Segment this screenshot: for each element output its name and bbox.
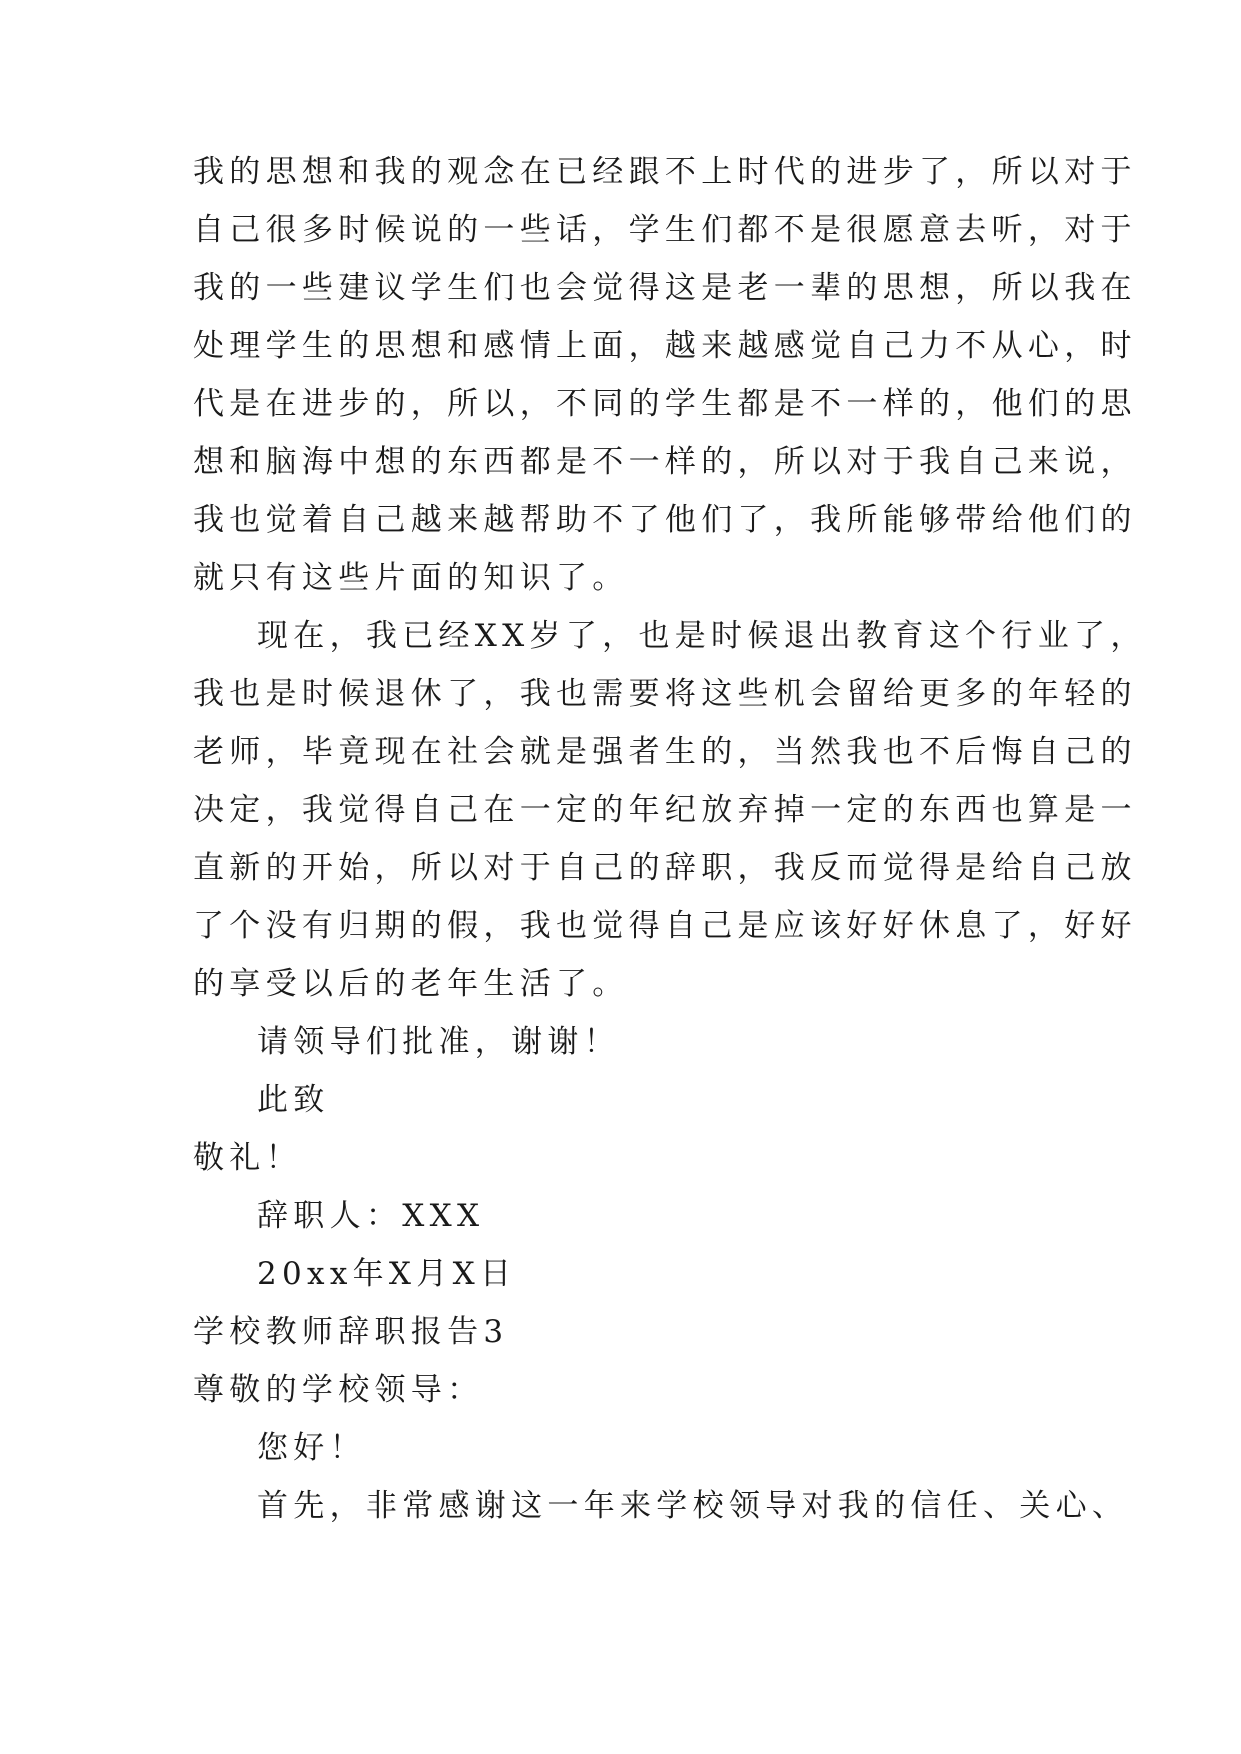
letter-addressee: 尊敬的学校领导： bbox=[193, 1372, 484, 1408]
body-text-line: 我也觉着自己越来越帮助不了他们了，我所能够带给他们的 bbox=[193, 502, 1137, 538]
closing-salutation: 此致 bbox=[257, 1082, 330, 1118]
body-text-line: 直新的开始，所以对于自己的辞职，我反而觉得是给自己放 bbox=[193, 850, 1137, 886]
body-text-line: 决定，我觉得自己在一定的年纪放弃掉一定的东西也算是一 bbox=[193, 792, 1137, 828]
body-text-line: 代是在进步的，所以，不同的学生都是不一样的，他们的思 bbox=[193, 386, 1137, 422]
body-text-line: 我的思想和我的观念在已经跟不上时代的进步了，所以对于 bbox=[193, 154, 1137, 190]
body-text-line: 自己很多时候说的一些话，学生们都不是很愿意去听，对于 bbox=[193, 212, 1137, 248]
body-text-line: 的享受以后的老年生活了。 bbox=[193, 966, 629, 1002]
body-text-line: 我也是时候退休了，我也需要将这些机会留给更多的年轻的 bbox=[193, 676, 1137, 712]
paragraph-first-line: 首先，非常感谢这一年来学校领导对我的信任、关心、 bbox=[257, 1488, 1129, 1524]
paragraph-first-line: 现在，我已经XX岁了，也是时候退出教育这个行业了， bbox=[257, 618, 1147, 654]
closing-regards: 敬礼！ bbox=[193, 1140, 302, 1176]
body-text-line: 就只有这些片面的知识了。 bbox=[193, 560, 629, 596]
letter-greeting: 您好！ bbox=[257, 1430, 366, 1466]
body-text-line: 老师，毕竟现在社会就是强者生的，当然我也不后悔自己的 bbox=[193, 734, 1137, 770]
body-text-line: 处理学生的思想和感情上面，越来越感觉自己力不从心，时 bbox=[193, 328, 1137, 364]
closing-request: 请领导们批准，谢谢！ bbox=[257, 1024, 620, 1060]
body-text-line: 想和脑海中想的东西都是不一样的，所以对于我自己来说， bbox=[193, 444, 1137, 480]
signature-name: 辞职人：XXX bbox=[257, 1198, 485, 1234]
body-text-line: 了个没有归期的假，我也觉得自己是应该好好休息了，好好 bbox=[193, 908, 1137, 944]
section-title: 学校教师辞职报告3 bbox=[193, 1314, 509, 1350]
body-text-line: 我的一些建议学生们也会觉得这是老一辈的思想，所以我在 bbox=[193, 270, 1137, 306]
signature-date: 20xx年X月X日 bbox=[257, 1256, 517, 1292]
